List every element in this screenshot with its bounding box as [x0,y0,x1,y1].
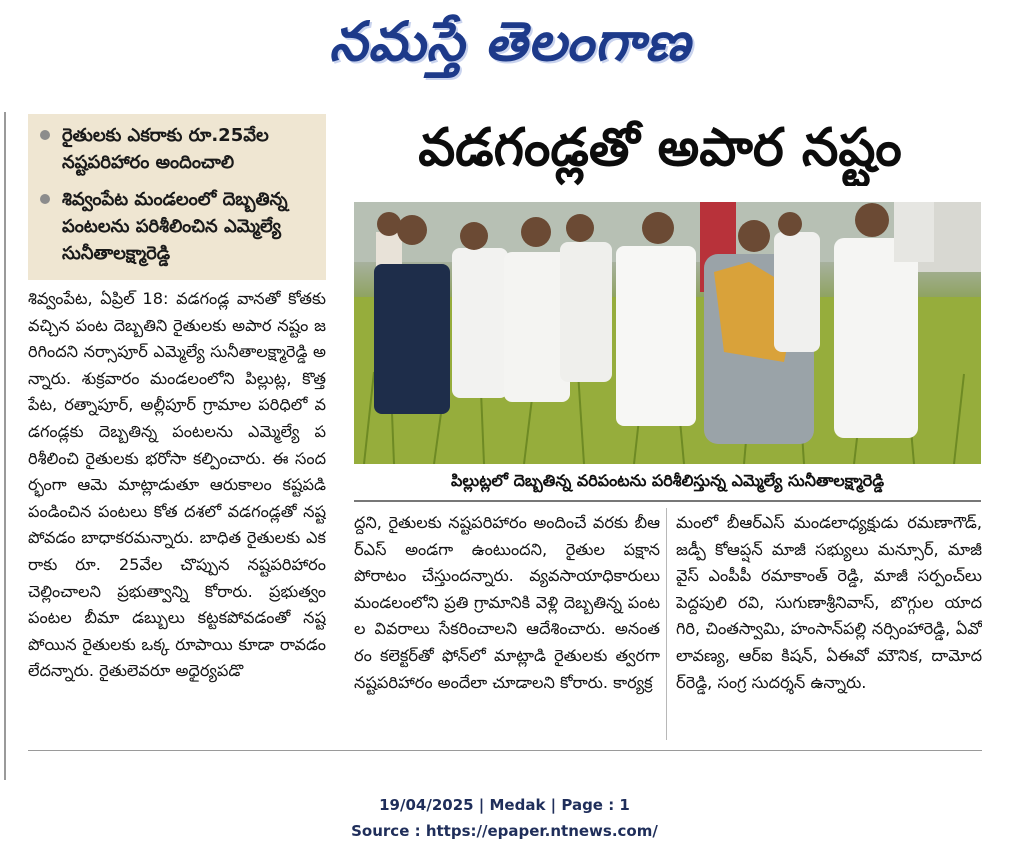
highlight-item [40,122,318,176]
highlight-item [40,186,318,267]
newspaper-masthead: నమస్తే తెలంగాణ [329,9,691,73]
page-left-border [4,112,6,780]
bullet-icon [40,194,50,204]
page-footer [0,792,1009,844]
article-column-3: మంలో బీఆర్ఎస్ మండలాధ్యక్షుడు రమణాగౌడ్, జడ్పీ కోఆప్షన్ మాజీ సభ్యులు మన్సూర్, మాజీ వైస్ ఎంపీపీ రమాకాంత్ రెడ్డి, మాజీ సర్పంచ్‌లు పెద్దపులి రవి, సుగుణాశ్రీనివాస్, బొగ్గుల యాదగిరి, చింతస్వామి, హంసాన్‌పల్లి నర్సింహారెడ్డి, ఏవో లావణ్య, ఆర్ఐ కిషన్, ఏఈవో మౌనిక, దామోదర్‌రెడ్డి, సంగ్ర సుదర్శన్ ఉన్నారు. [676,513,982,692]
bottom-rule [28,750,982,751]
caption-rule [354,500,981,502]
column-divider [666,508,667,740]
article-column-2: ద్దని, రైతులకు నష్టపరిహారం అందించే వరకు బీఆర్ఎస్ అండగా ఉంటుందని, రైతుల పక్షాన పోరాటం చేస్తుందన్నారు. వ్యవసాయాధికారులు మండలంలోని ప్రతి గ్రామానికి వెళ్లి దెబ్బతిన్న పంటల వివరాలు సేకరించాలని ఆదేశించారు. అనంతరం కలెక్టర్‌తో ఫోన్‌లో మాట్లాడి రైతులకు త్వరగా నష్టపరిహారం అందేలా చూడాలని కోరారు. కార్యక్ర [354,513,660,692]
footer-source-link[interactable]: Source : https://epaper.ntnews.com/ [351,822,658,840]
article-column-1: శివ్వంపేట, ఏప్రిల్ 18: వడగండ్ల వానతో కోతకు వచ్చిన పంట దెబ్బతిని రైతులకు అపార నష్టం జరిగిందని నర్సాపూర్ ఎమ్మెల్యే సునీతాలక్ష్మారెడ్డి అన్నారు. శుక్రవారం మండలంలోని పిల్లుట్ల, కొత్తపేట, రత్నాపూర్, అల్లీపూర్ గ్రామాల పరిధిలో వడగండ్లకు దెబ్బతిన్న పంటలను ఎమ్మెల్యే పరిశీలించి రైతులకు భరోసా కల్పించారు. ఈ సందర్భంగా ఆమె మాట్లాడుతూ ఆరుకాలం కష్టపడి పండించిన పంటలు కోత దశలో వడగండ్లతో నష్టపోవడం బాధాకరమన్నారు. బాధిత రైతులకు ఎకరాకు రూ. 25వేల చొప్పున నష్టపరిహారం చెల్లించాలని ప్రభుత్వాన్ని కోరారు. ప్రభుత్వం పంటల బీమా డబ్బులు కట్టకపోవడంతో నష్టపోయిన రైతులకు ఒక్క రూపాయి కూడా రావడం లేదన్నారు. రైతులెవరూ అధైర్యపడొ [28,289,326,681]
news-photo [354,202,981,464]
highlight-text: రైతులకు ఎకరాకు రూ.25వేల నష్టపరిహారం అందించాలి [62,125,269,173]
highlight-text: శివ్వంపేట మండలంలో దెబ్బతిన్న పంటలను పరిశీలించిన ఎమ్మెల్యే సునీతాలక్ష్మారెడ్డి [62,189,288,264]
bullet-icon [40,130,50,140]
highlights-box [28,114,326,280]
footer-date-edition: 19/04/2025 | Medak | Page : 1 [379,796,630,814]
farmers-in-paddy-field-illustration [354,202,981,464]
photo-caption: పిల్లుట్లలో దెబ్బతిన్న వరిపంటను పరిశీలిస్తున్న ఎమ్మెల్యే సునీతాలక్ష్మారెడ్డి [450,471,885,490]
article-headline: వడగండ్లతో అపార నష్టం [418,118,902,178]
